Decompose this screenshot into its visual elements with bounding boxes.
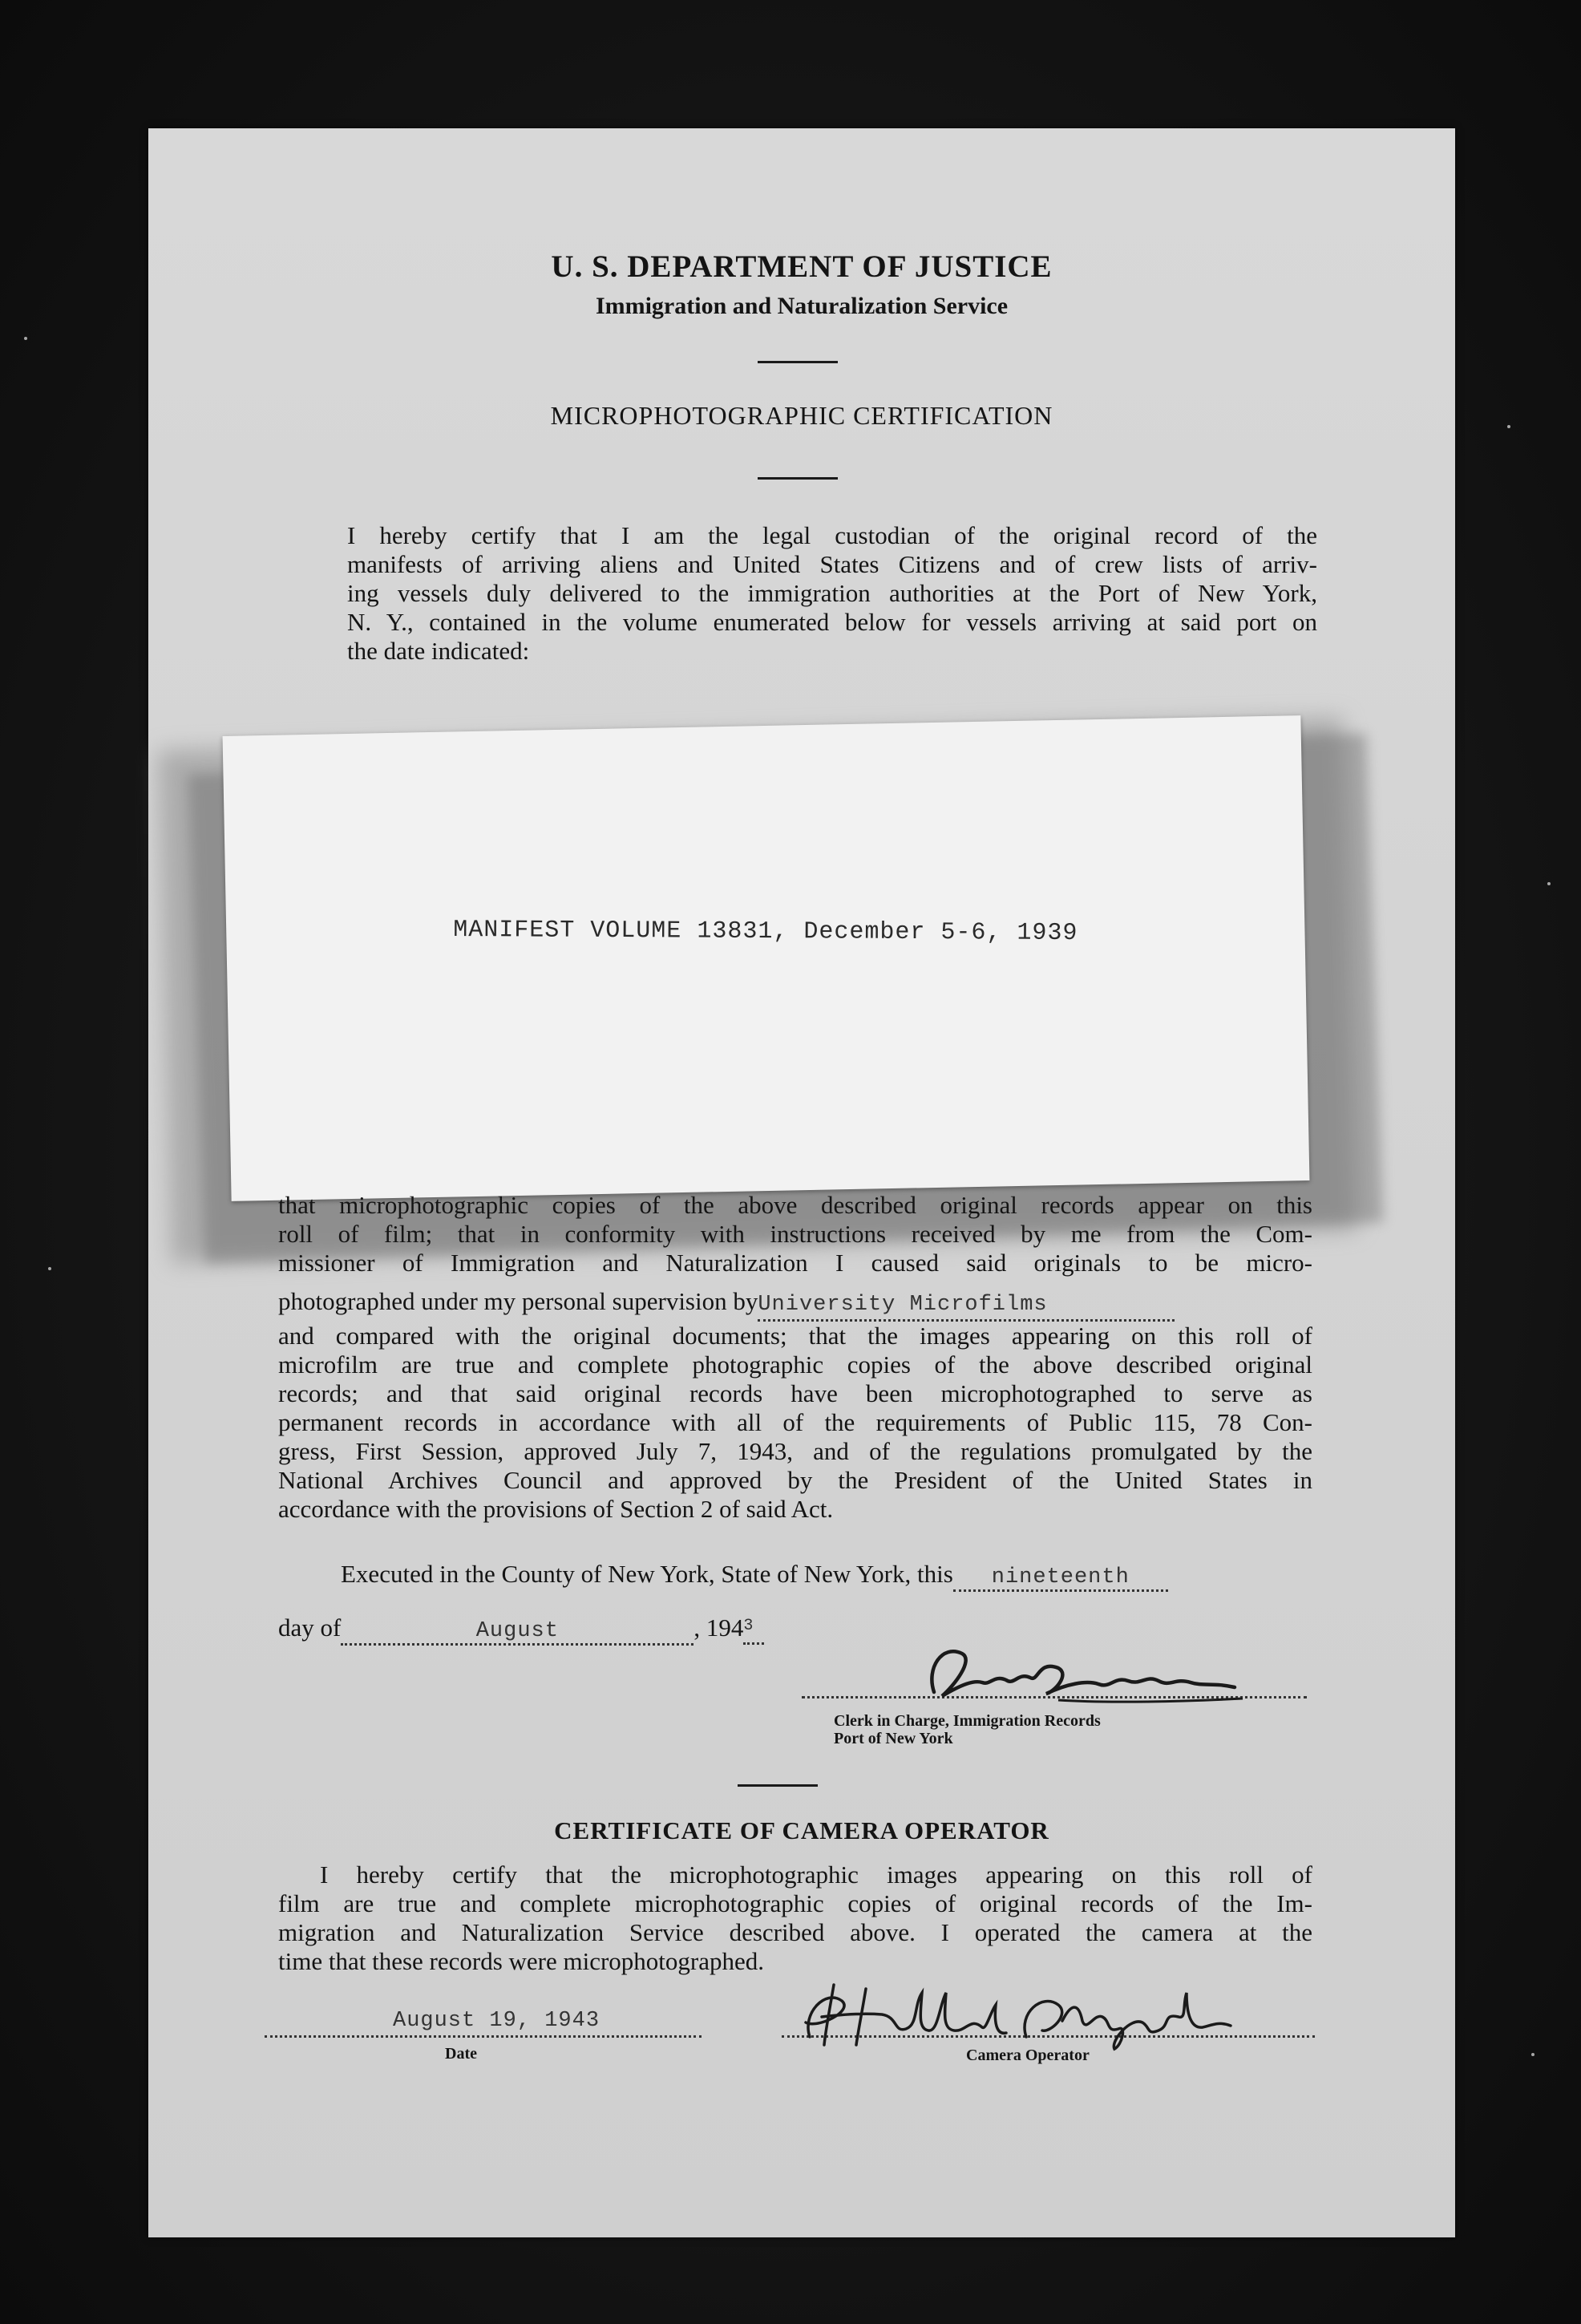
executed-day-field [953, 1560, 1168, 1592]
divider [758, 361, 838, 363]
text-line: and compared with the original documents; that the images appearing on this roll of [278, 1322, 1312, 1350]
text-line: I hereby certify that the microphotographic images appearing on this roll of [320, 1860, 1312, 1889]
month-field [341, 1613, 693, 1646]
service-subtitle: Immigration and Naturalization Service [595, 293, 1009, 319]
year-digit: 3 [743, 1617, 754, 1635]
clerk-signature [918, 1636, 1255, 1708]
month-value: August [475, 1619, 559, 1643]
text-line: manifests of arriving aliens and United States Citizens and of crew lists of arriv- [347, 550, 1317, 578]
text-line: migration and Naturalization Service described above. I operated the camera at the [278, 1918, 1312, 1946]
supervision-prefix: photographed under my personal supervision by [278, 1287, 758, 1315]
text-line: missioner of Immigration and Naturalization I caused said originals to be micro- [278, 1249, 1312, 1277]
text-line: accordance with the provisions of Section 2 of said Act. [278, 1495, 834, 1523]
text-line: I hereby certify that I am the legal custodian of the original record of the [347, 521, 1317, 549]
manifest-slip [223, 715, 1310, 1201]
text-line: permanent records in accordance with all of the requirements of Public 115, 78 Con- [278, 1408, 1312, 1436]
year-field [743, 1613, 764, 1645]
day-of-prefix: day of [278, 1613, 342, 1642]
text-line: the date indicated: [347, 637, 530, 665]
camera-certificate-title: CERTIFICATE OF CAMERA OPERATOR [554, 1816, 1049, 1844]
film-dust [1507, 425, 1510, 428]
text-line: time that these records were microphotographed. [278, 1947, 764, 1975]
text-line: roll of film; that in conformity with instructions received by me from the Com- [278, 1220, 1312, 1248]
film-dust [24, 337, 27, 340]
camera-paragraph [278, 1860, 1312, 1976]
manifest-volume-text: MANIFEST VOLUME 13831, December 5-6, 1939 [453, 916, 1078, 948]
year-prefix: , 194 [693, 1613, 744, 1642]
text-line: film are true and complete microphotographic copies of original records of the Im- [278, 1889, 1312, 1917]
camera-date-value: August 19, 1943 [393, 2009, 600, 2033]
executed-line [341, 1560, 1168, 1592]
text-line: National Archives Council and approved by the President of the United States in [278, 1466, 1312, 1494]
text-line: records; and that said original records have been microphotographed to serve as [278, 1379, 1312, 1407]
certificate-sheet [148, 128, 1455, 2237]
text-line: ing vessels duly delivered to the immigration authorities at the Port of New York, [347, 579, 1317, 607]
body-paragraph [278, 1191, 1312, 1524]
intro-paragraph [283, 521, 1317, 666]
clerk-title-line-1: Clerk in Charge, Immigration Records [834, 1712, 1101, 1730]
film-dust [1531, 2053, 1534, 2056]
text-line: microfilm are true and complete photographic copies of the above described original [278, 1350, 1312, 1379]
divider [738, 1784, 818, 1787]
supervision-value: University Microfilms [758, 1293, 1048, 1317]
film-dust [48, 1267, 51, 1270]
text-line: gress, First Session, approved July 7, 1943, and of the regulations promulgated by the [278, 1437, 1312, 1465]
camera-operator-label: Camera Operator [966, 2047, 1090, 2064]
divider [758, 477, 838, 480]
date-signature-line [265, 2035, 702, 2038]
text-line: N. Y., contained in the volume enumerated below for vessels arriving at said port on [347, 608, 1317, 636]
executed-prefix: Executed in the County of New York, State of New York, this [341, 1560, 953, 1588]
film-dust [1547, 882, 1551, 885]
supervision-line [278, 1287, 1312, 1322]
supervision-field [758, 1287, 1175, 1322]
clerk-title [834, 1712, 1101, 1747]
text-line: that microphotographic copies of the above described original records appear on this [278, 1191, 1312, 1219]
executed-day-value: nineteenth [991, 1565, 1130, 1589]
clerk-title-line-2: Port of New York [834, 1730, 953, 1747]
day-of-line [278, 1613, 764, 1646]
department-title: U. S. DEPARTMENT OF JUSTICE [551, 249, 1053, 284]
camera-operator-signature [786, 1973, 1235, 2053]
certification-title: MICROPHOTOGRAPHIC CERTIFICATION [550, 401, 1053, 430]
date-label: Date [445, 2045, 477, 2063]
